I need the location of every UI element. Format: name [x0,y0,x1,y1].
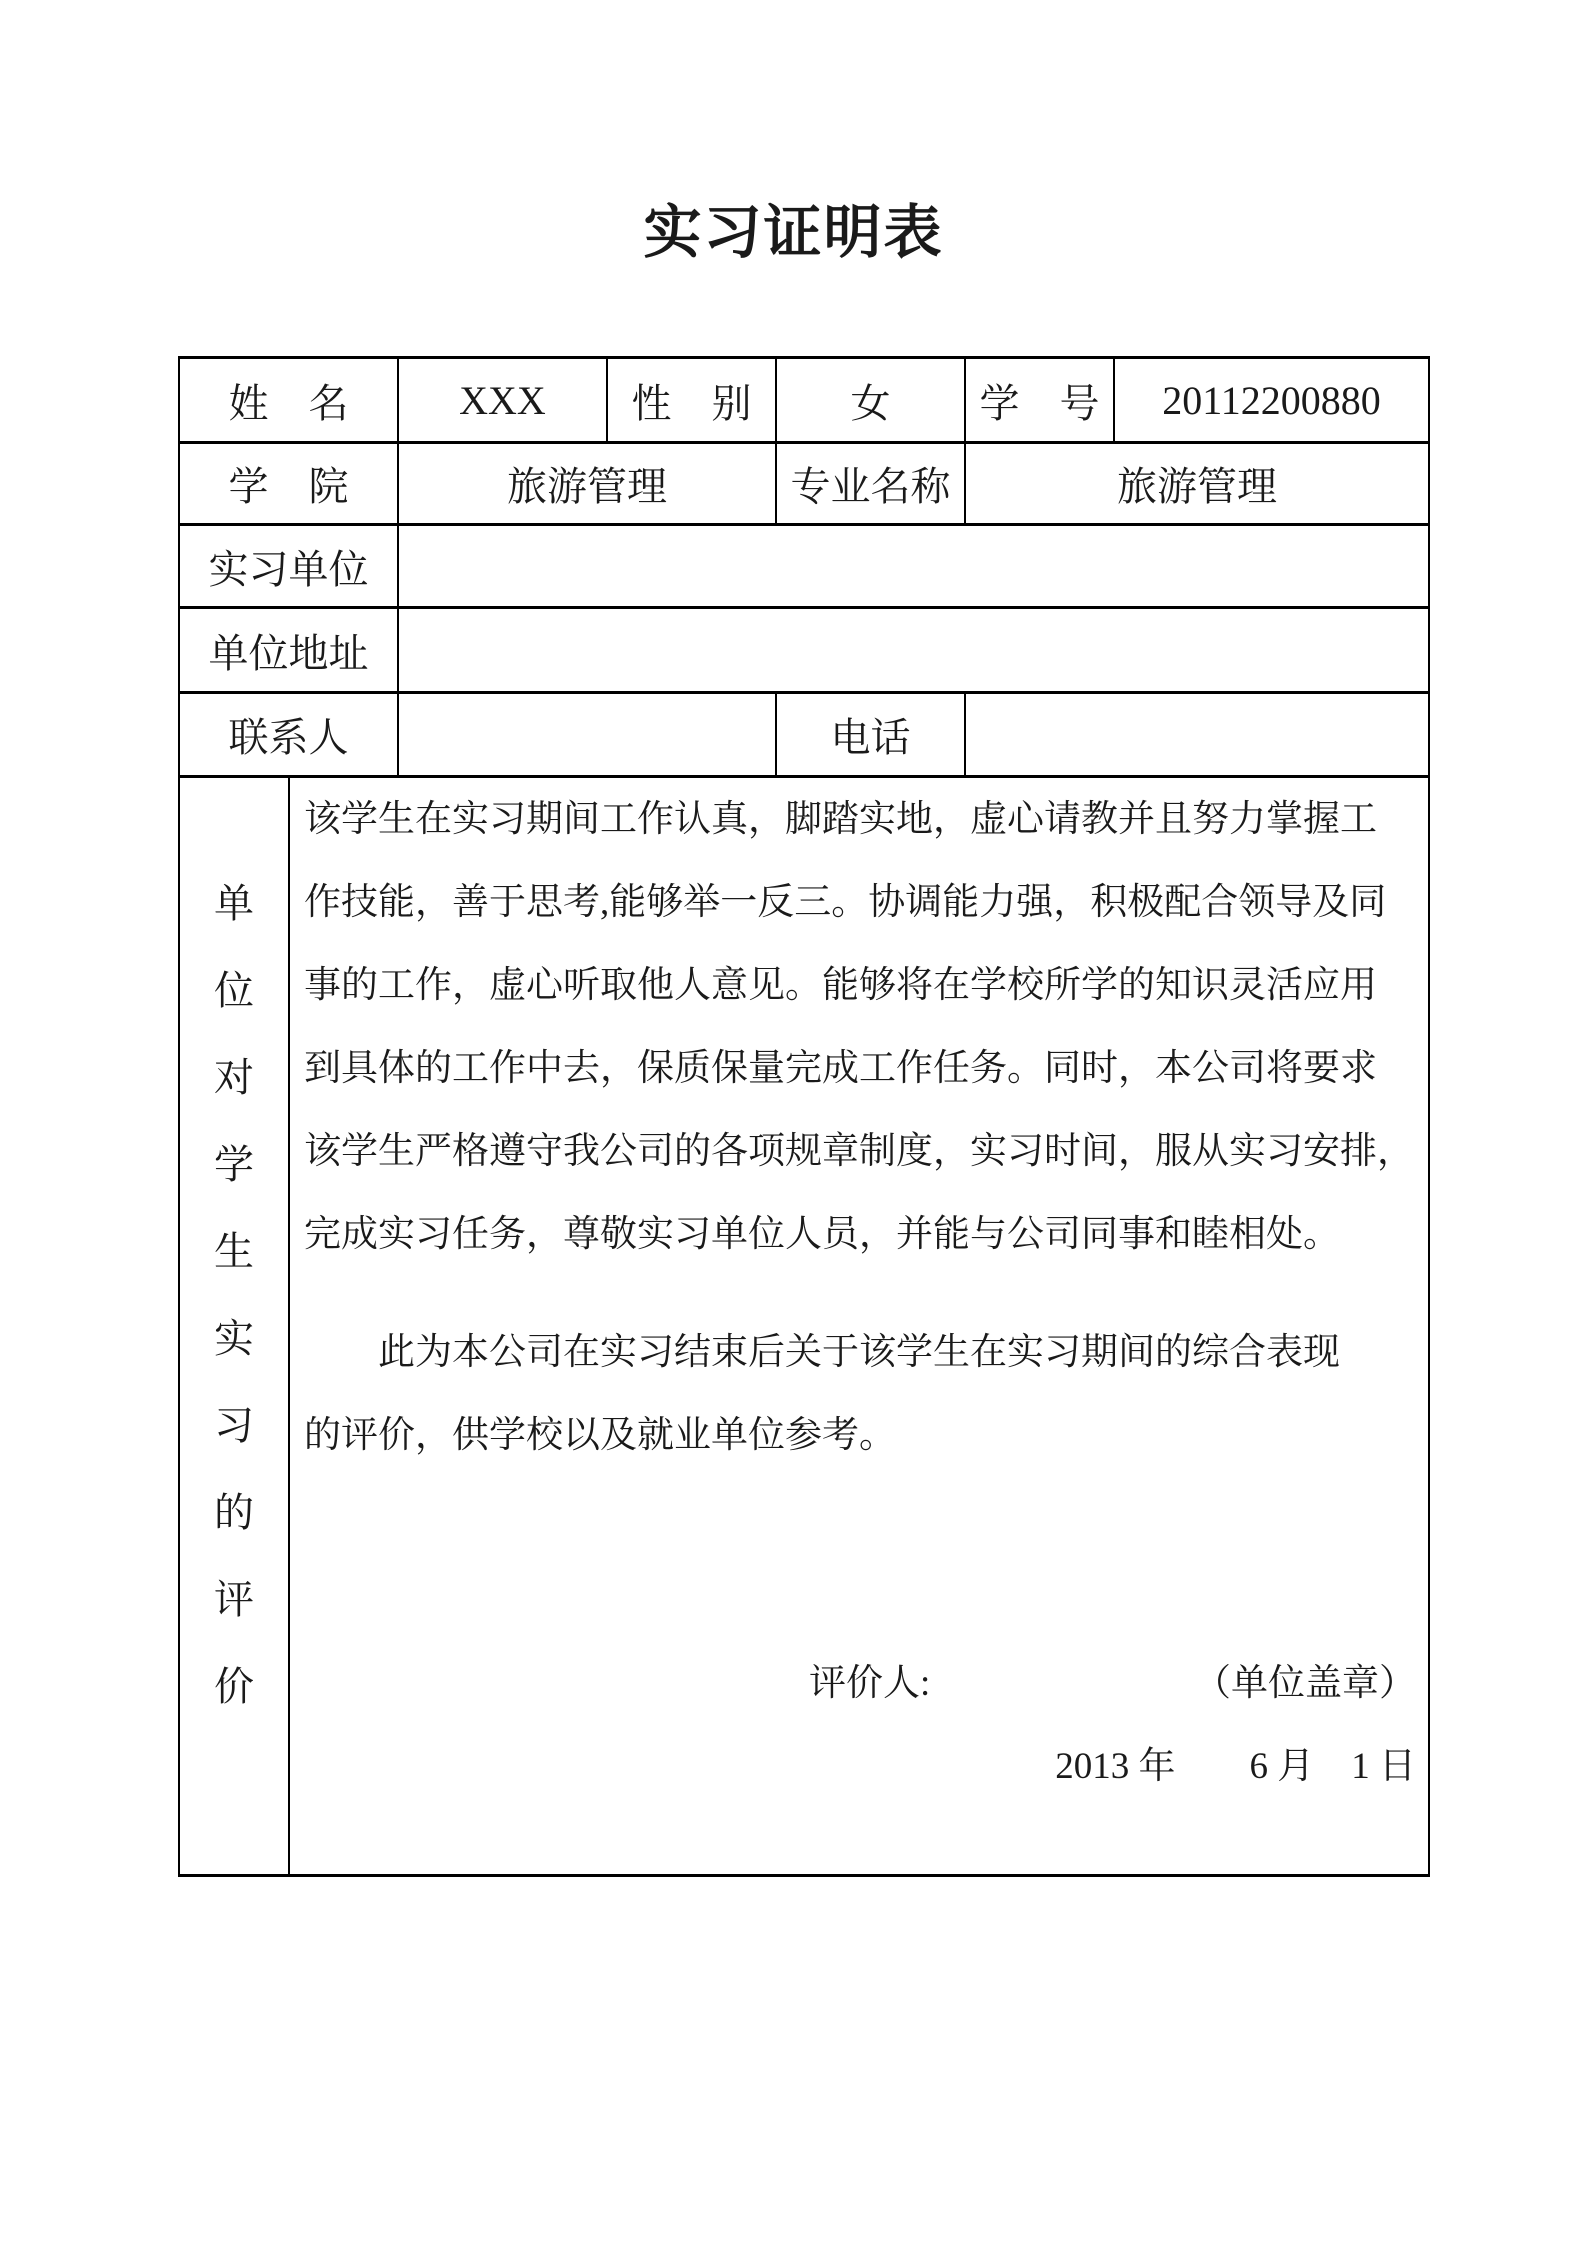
row-evaluation [180,778,1428,1874]
internship-unit-label: 实习单位 [180,526,399,606]
name-label: 姓 名 [180,359,399,441]
evaluation-line: 事的工作，虚心听取他人意见。能够将在学校所学的知识灵活应用 [304,965,1377,1006]
evaluation-section-label [180,778,290,1874]
internship-unit-field[interactable] [399,526,1428,606]
evaluation-line: 到具体的工作中去，保质保量完成工作任务。同时，本公司将要求 [304,1048,1377,1089]
evaluation-line: 作技能，善于思考,能够举一反三。协调能力强，积极配合领导及同 [304,882,1387,923]
section-label-char: 价 [214,1664,254,1709]
contact-label: 联系人 [180,694,399,775]
major-value: 旅游管理 [1117,464,1277,509]
row-unit-address [180,609,1428,694]
section-label-char: 单 [214,881,254,926]
section-label-char: 的 [214,1490,254,1535]
unit-seal-note: （单位盖章） [1194,1663,1416,1704]
college-value: 旅游管理 [399,444,777,523]
evaluation-line: 此为本公司在实习结束后关于该学生在实习期间的综合表现 [304,1332,1340,1373]
internship-form-table [178,356,1430,1877]
evaluation-line: 该学生严格遵守我公司的各项规章制度，实习时间，服从实习安排， [304,1131,1414,1172]
name-value: XXX [399,359,608,441]
section-label-char: 实 [214,1316,254,1361]
section-label-char: 对 [214,1055,254,1100]
page-title: 实习证明表 [643,200,944,265]
phone-field[interactable] [966,694,1428,775]
major-label: 专业名称 [777,444,966,523]
section-label-char: 学 [214,1142,254,1187]
gender-label: 性 别 [608,359,777,441]
evaluator-label: 评价人: [809,1663,931,1704]
evaluation-date: 2013 年 6 月 1 日 [1055,1746,1416,1787]
evaluation-line: 该学生在实习期间工作认真，脚踏实地，虚心请教并且努力掌握工 [304,799,1377,840]
evaluation-text-area [290,778,1428,1874]
section-label-char: 生 [214,1229,254,1274]
section-label-char: 习 [214,1403,254,1448]
student-id-label: 学 号 [966,359,1115,441]
row-contact-phone [180,694,1428,778]
contact-field[interactable] [399,694,777,775]
evaluation-paragraph-1 [304,778,1416,1276]
evaluation-paragraph-2 [304,1311,1416,1477]
evaluator-signature-row [304,1642,1416,1725]
evaluation-line: 完成实习任务，尊敬实习单位人员，并能与公司同事和睦相处。 [304,1214,1340,1255]
gender-value: 女 [777,359,966,441]
row-college-major [180,444,1428,526]
row-name-gender-id [180,359,1428,444]
row-internship-unit [180,526,1428,609]
college-label: 学 院 [180,444,399,523]
evaluation-line: 的评价，供学校以及就业单位参考。 [304,1415,896,1456]
unit-address-label: 单位地址 [180,609,399,691]
unit-address-field[interactable] [399,609,1428,691]
section-label-char: 位 [214,968,254,1013]
student-id-value: 20112200880 [1162,377,1381,423]
section-label-char: 评 [214,1577,254,1622]
phone-label: 电话 [777,694,966,775]
